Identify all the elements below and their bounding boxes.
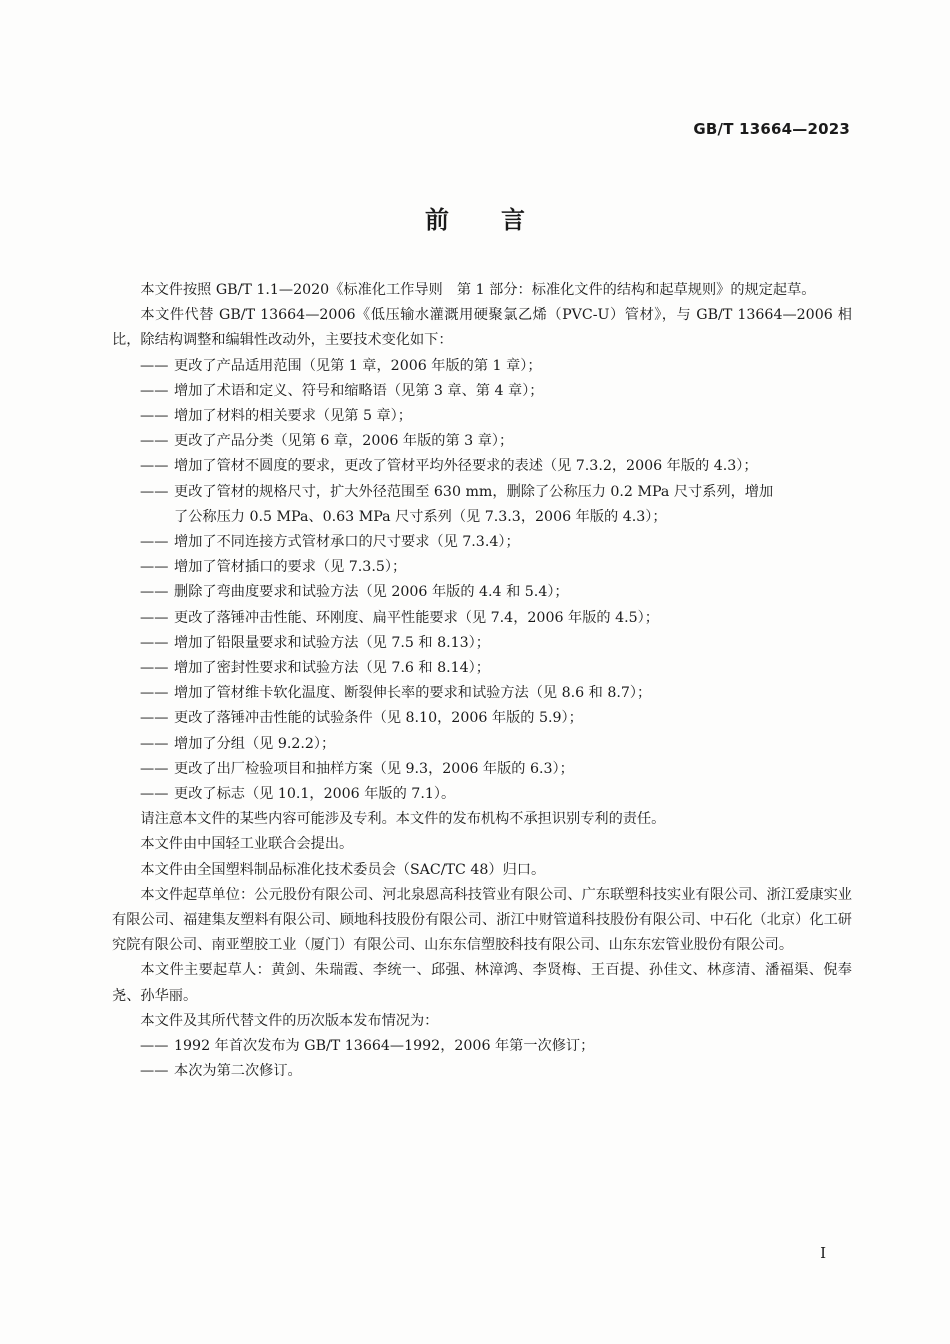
dash: —— xyxy=(140,710,169,727)
list-item-text: 增加了管材不圆度的要求，更改了管材平均外径要求的表述（见 7.3.2，2006 年版的 4.3）； xyxy=(174,458,758,475)
list-item-text: 增加了密封性要求和试验方法（见 7.6 和 8.14）； xyxy=(174,660,490,677)
paragraph-patent-notice: 请注意本文件的某些内容可能涉及专利。本文件的发布机构不承担识别专利的责任。 xyxy=(140,811,666,828)
foreword-body xyxy=(112,278,852,1085)
list-item xyxy=(112,706,852,731)
list-item-text: 更改了管材的规格尺寸，扩大外径范围至 630 mm，删除了公称压力 0.2 MPa 尺寸系列，增加 xyxy=(174,483,774,500)
list-item xyxy=(112,656,852,681)
list-item xyxy=(112,379,852,404)
list-item xyxy=(112,1059,852,1084)
list-item xyxy=(112,354,852,379)
list-item xyxy=(112,1034,852,1059)
standard-code: GB/T 13664—2023 xyxy=(693,120,850,138)
paragraph-replaces: 本文件代替 GB/T 13664—2006《低压输水灌溉用硬聚氯乙烯（PVC-U）管材》，与 GB/T 13664—2006 相比，除结构调整和编辑性改动外，主要技术变化如下： xyxy=(112,307,852,349)
list-item xyxy=(112,429,852,454)
dash: —— xyxy=(140,559,169,576)
list-item-text: 增加了分组（见 9.2.2）； xyxy=(174,735,336,752)
page-number: I xyxy=(820,1244,826,1262)
list-item-text: 增加了管材插口的要求（见 7.3.5）； xyxy=(174,559,407,576)
dash: —— xyxy=(140,382,169,399)
paragraph-managed-by: 本文件由全国塑料制品标准化技术委员会（SAC/TC 48）归口。 xyxy=(140,861,546,878)
dash: —— xyxy=(140,786,169,803)
list-item-text: 增加了术语和定义、符号和缩略语（见第 3 章、第 4 章）； xyxy=(174,382,544,399)
list-item-text: 删除了弯曲度要求和试验方法（见 2006 年版的 4.4 和 5.4）； xyxy=(174,584,569,601)
list-item xyxy=(112,454,852,479)
list-item xyxy=(112,782,852,807)
dash: —— xyxy=(140,609,169,626)
page-title: 前言 xyxy=(425,206,577,234)
list-item xyxy=(112,631,852,656)
list-item-text: 1992 年首次发布为 GB/T 13664—1992，2006 年第一次修订； xyxy=(174,1038,595,1055)
list-item xyxy=(112,757,852,782)
dash: —— xyxy=(140,634,169,651)
dash: —— xyxy=(140,584,169,601)
dash: —— xyxy=(140,735,169,752)
dash: —— xyxy=(140,760,169,777)
list-item-text: 增加了不同连接方式管材承口的尺寸要求（见 7.3.4）； xyxy=(174,534,520,551)
paragraph-history-intro: 本文件及其所代替文件的历次版本发布情况为： xyxy=(140,1012,439,1029)
paragraph-drafters: 本文件主要起草人：黄剑、朱瑞霞、李统一、邱强、林漳鸿、李贤梅、王百提、孙佳文、林彦清、潘福渠、倪奉尧、孙华丽。 xyxy=(112,962,852,1004)
paragraph-proposed-by: 本文件由中国轻工业联合会提出。 xyxy=(140,836,354,853)
list-item-text: 本次为第二次修订。 xyxy=(174,1063,302,1080)
dash: —— xyxy=(140,660,169,677)
list-item-text: 更改了标志（见 10.1，2006 年版的 7.1）。 xyxy=(174,786,456,803)
paragraph-drafting-rules: 本文件按照 GB/T 1.1—2020《标准化工作导则 第 1 部分：标准化文件的结构和起草规则》的规定起草。 xyxy=(140,282,816,298)
dash: —— xyxy=(140,433,169,450)
list-item-text: 更改了落锤冲击性能的试验条件（见 8.10，2006 年版的 5.9）； xyxy=(174,710,583,727)
list-item-text: 更改了产品适用范围（见第 1 章，2006 年版的第 1 章）； xyxy=(174,357,542,374)
dash: —— xyxy=(140,1063,169,1080)
dash: —— xyxy=(140,534,169,551)
list-item xyxy=(112,480,852,530)
list-item xyxy=(112,606,852,631)
list-item-text: 更改了产品分类（见第 6 章，2006 年版的第 3 章）； xyxy=(174,433,514,450)
list-item xyxy=(112,555,852,580)
list-item xyxy=(112,580,852,605)
list-item-text: 增加了铅限量要求和试验方法（见 7.5 和 8.13）； xyxy=(174,634,490,651)
list-item xyxy=(112,681,852,706)
dash: —— xyxy=(140,483,169,500)
dash: —— xyxy=(140,685,169,702)
list-item-text: 增加了管材维卡软化温度、断裂伸长率的要求和试验方法（见 8.6 和 8.7）； xyxy=(174,685,652,702)
dash: —— xyxy=(140,458,169,475)
dash: —— xyxy=(140,1038,169,1055)
list-item xyxy=(112,530,852,555)
dash: —— xyxy=(140,408,169,425)
list-item xyxy=(112,732,852,757)
paragraph-drafting-units: 本文件起草单位：公元股份有限公司、河北泉恩高科技管业有限公司、广东联塑科技实业有限公司、浙江爱康实业有限公司、福建集友塑料有限公司、顾地科技股份有限公司、浙江中财管道科技股份有限公司、中石化（北京）化工研究院有限公司、南亚塑胶工业（厦门）有限公司、山东东信塑胶科技有限公司、山东东宏管业股份有限公司。 xyxy=(112,886,852,954)
list-item-text: 更改了落锤冲击性能、环刚度、扁平性能要求（见 7.4，2006 年版的 4.5）； xyxy=(174,609,659,626)
list-item xyxy=(112,404,852,429)
list-item-text: 增加了材料的相关要求（见第 5 章）； xyxy=(174,408,412,425)
dash: —— xyxy=(140,357,169,374)
list-item-text-continued: 了公称压力 0.5 MPa、0.63 MPa 尺寸系列（见 7.3.3，2006 年版的 4.3）； xyxy=(174,508,667,525)
list-item-text: 更改了出厂检验项目和抽样方案（见 9.3，2006 年版的 6.3）； xyxy=(174,760,574,777)
